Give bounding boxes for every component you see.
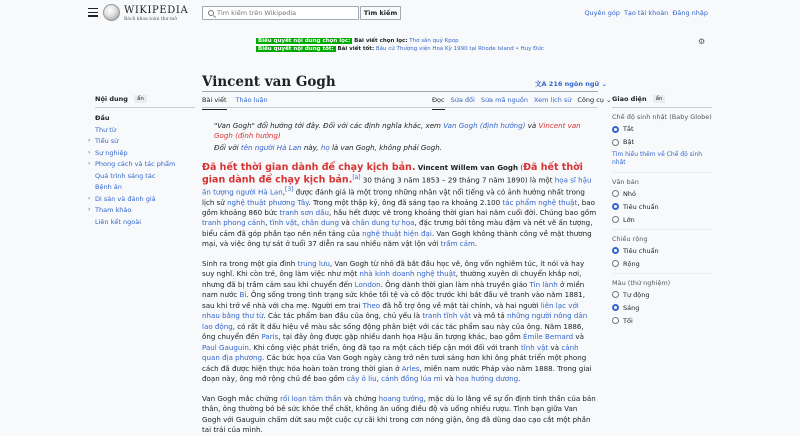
article-link[interactable]: họa sĩ hậu ấn tượng người Hà Lan <box>202 175 592 197</box>
radio-label: Tự động <box>623 290 650 299</box>
tab-edit-source[interactable]: Sửa mã nguồn <box>480 96 528 104</box>
hatnote-text: Đối với <box>214 142 239 152</box>
radio-label: Lớn <box>623 215 635 224</box>
text: . Ông dành thời gian làm nhà truyền giáo <box>380 279 528 289</box>
toc-item[interactable] <box>88 160 195 172</box>
article-link[interactable]: Paul Gauguin <box>202 342 249 352</box>
width-label: Chiều rộng <box>612 234 648 243</box>
text: . Van Gogh không thành công về mặt thương mại, và việc ông tự sát ở tuổi 37 diễn ra sau nhiều năm vật lộn với <box>202 228 592 249</box>
donate-link[interactable]: Quyên góp <box>584 9 620 17</box>
hatnote-link[interactable]: họ <box>320 142 330 152</box>
language-button[interactable] <box>535 79 607 88</box>
text: và <box>550 342 560 352</box>
title-divider <box>202 91 598 92</box>
sitenotice-featured <box>256 38 459 44</box>
notice-bold: Bài viết tốt: <box>337 46 375 52</box>
radio-label: Tiêu chuẩn <box>623 202 659 211</box>
chevron-right-icon[interactable]: › <box>88 194 91 202</box>
hatnote <box>202 121 598 141</box>
article-link[interactable]: chân dung <box>301 218 339 228</box>
hatnote-link[interactable]: Van Gogh (định hướng) <box>443 121 526 130</box>
color-label: Màu (thử nghiệm) <box>612 278 671 287</box>
width-radio[interactable] <box>612 247 712 255</box>
text: , hầu hết được vẽ trong khoảng thời gian hai năm cuối đời. Chúng bao gồm <box>328 207 597 217</box>
text-size-radio[interactable] <box>612 216 712 224</box>
article-link[interactable]: trầm cảm <box>440 239 475 249</box>
article-link[interactable]: nghệ thuật hiện đại <box>362 228 432 238</box>
main-menu-icon[interactable] <box>88 8 98 19</box>
hatnote-link[interactable]: tên người Hà Lan <box>240 142 302 152</box>
text: ở miền nam nước <box>202 279 585 300</box>
subject-name: Vincent Willem van Gogh <box>417 163 519 173</box>
login-link[interactable]: Đăng nhập <box>672 9 708 17</box>
width-options <box>612 247 712 268</box>
radio-label: Nhỏ <box>623 189 636 198</box>
article-link[interactable]: London <box>354 279 381 289</box>
footnote-ref[interactable]: [3] <box>285 186 294 193</box>
toc-list <box>88 114 195 229</box>
hatnote-text: "Van Gogh" đổi hướng tới đây. Đối với các định nghĩa khác, xem <box>214 121 441 130</box>
text: , có rất ít dấu hiệu về màu sắc sống động phân biệt với các tác phẩm sau này của ông. Năm 1886, ông chuyển đến <box>202 321 584 342</box>
divider <box>612 172 712 173</box>
article-link[interactable]: hoa hướng dương <box>455 374 519 384</box>
notice-link[interactable]: Bầu cử Thượng viện Hoa Kỳ 1990 tại Rhode Island • Huy Đức <box>375 46 544 52</box>
page-title: Vincent van Gogh <box>202 74 336 90</box>
hatnote-text: là van Gogh, không phải Gogh. <box>331 142 443 152</box>
article-link[interactable]: trung lưu <box>297 258 330 268</box>
toc-item[interactable] <box>88 137 195 149</box>
toc-item[interactable] <box>88 206 195 218</box>
radio-label: Tối <box>623 316 633 325</box>
search-button[interactable]: Tìm kiếm <box>360 6 401 20</box>
text: và <box>575 332 584 342</box>
text: , Van Gogh từ nhỏ đã bắt đầu học vẽ, ông vốn nghiêm túc, ít nói và hay suy nghĩ. Khi còn trẻ, ông làm việc như một <box>202 258 585 279</box>
footnote-ref[interactable]: [a] <box>352 174 361 181</box>
toc-item-label: Tiểu sử <box>95 137 119 145</box>
toc-item-label: Di sản và đánh giá <box>95 194 156 203</box>
hatnote <box>202 143 598 153</box>
color-mode-radio[interactable] <box>612 291 712 299</box>
notice-label: Biểu quyết nội dung chọn lọc: <box>258 38 351 44</box>
text: đã hỗ trợ ông về mặt tài chính, và hai người <box>382 300 539 310</box>
appearance-hide-button[interactable]: ẩn <box>653 95 666 103</box>
script-error: Đã hết thời gian dành để chạy kịch bản. <box>202 162 583 186</box>
sitenotice-good <box>256 46 544 52</box>
notice-bold: Bài viết chọn lọc: <box>354 38 408 44</box>
language-count: 216 ngôn ngữ <box>548 80 600 88</box>
hatnote-redlink[interactable]: Vincent van Gogh (định hướng) <box>214 121 581 140</box>
chevron-right-icon[interactable]: › <box>88 160 91 167</box>
appearance-header <box>612 95 712 108</box>
translate-icon: 文A <box>535 80 547 88</box>
radio-label: Tiêu chuẩn <box>623 246 659 255</box>
radio-button[interactable] <box>612 203 619 210</box>
text: và chứng <box>343 393 377 403</box>
text: được đánh giá là một trong những nhân vật nổi tiếng và có ảnh hưởng nhất trong lịch sử <box>202 187 585 207</box>
article-link[interactable]: những người nông dân lao động <box>202 311 588 331</box>
article-link[interactable]: cảnh quan địa phương <box>202 342 579 363</box>
radio-label: Bật <box>623 138 634 146</box>
site-header <box>0 0 800 30</box>
text: 30 tháng 3 năm 1853 – 29 tháng 7 năm 1890) là một <box>362 175 553 185</box>
birthday-mode-learn-more[interactable]: Tìm hiểu thêm về Chế độ sinh nhật <box>612 151 703 166</box>
article-link[interactable]: hoang tưởng <box>378 393 424 403</box>
chevron-right-icon[interactable]: › <box>88 206 91 213</box>
appearance-panel <box>612 95 712 330</box>
gear-icon[interactable]: ⚙ <box>698 37 706 46</box>
text-size-radio[interactable] <box>612 190 712 198</box>
text: . Các tác phẩm ban đầu của ông, chủ yếu là <box>263 311 421 321</box>
article-link[interactable]: tranh tĩnh vật <box>422 311 471 321</box>
radio-button[interactable] <box>612 291 619 298</box>
text: , tại đây ông được gặp nhiều danh họa Hậu ấn tượng khác, bao gồm <box>278 332 521 342</box>
article-link[interactable]: nhà kinh doanh nghệ thuật <box>359 269 456 279</box>
divider <box>612 229 712 230</box>
birthday-mode-radio[interactable] <box>612 125 712 133</box>
birthday-mode-options <box>612 125 712 146</box>
toc-item-label: Sự nghiệp <box>95 148 128 157</box>
chevron-down-icon: ⌄ <box>606 96 612 104</box>
text: , bao gồm khoảng 860 bức <box>202 197 595 217</box>
toc-item-label: Phong cách và tác phẩm <box>95 160 176 168</box>
color-options <box>612 291 712 325</box>
toc-item-label: Tham khảo <box>95 206 132 214</box>
article-link[interactable]: Arles <box>401 363 420 373</box>
tab-read[interactable]: Đọc <box>432 96 445 110</box>
chevron-down-icon: ⌄ <box>601 80 607 88</box>
text: , miền nam nước Pháp vào năm 1888. Trong giai đoạn này, ông mở rộng chủ đề bao gồm <box>202 363 592 384</box>
birthday-mode-radio[interactable] <box>612 138 712 146</box>
text-size-radio[interactable] <box>612 203 712 211</box>
table-of-contents <box>88 95 195 229</box>
health-paragraph <box>202 394 598 436</box>
text-size-options <box>612 190 712 224</box>
toc-item-label: Bệnh án <box>95 183 122 191</box>
life-paragraph: Sinh ra trong một gia đình trung lưu, Van Gogh từ nhỏ đã bắt đầu học vẽ, ông vốn nghiêm túc, ít nói và hay suy nghĩ. Khi còn trẻ, ông làm việc như một nhà kinh doanh nghệ thuật, thường xuyên di chuyển khắp nơi, nhưng đã bị trầm cảm sau khi chuyển đến London. Ông dành thời gian làm nhà truyền giáo Tin lành ở miền nam nước Bỉ. Ông sống trong tình trạng sức khỏe tồi tệ và cô độc trước khi bắt đầu vẽ tranh vào năm 1881, sau khi trở về nhà với cha mẹ. Người em trai Theo đã hỗ trợ ông về mặt tài chính, và hai người liên lạc với nhau bằng thư từ. Các tác phẩm ban đầu của ông, chủ yếu là tranh tĩnh vật và mô tả những người nông dân lao động, có rất ít dấu hiệu về màu sắc sống động phân biệt với các tác phẩm sau này của ông. Năm 1886, ông chuyển đến Paris, tại đây ông được gặp nhiều danh họa Hậu ấn tượng khác, bao gồm Émile Bernard và Paul Gauguin. Khi công việc phát triển, ông đã tạo ra một cách tiếp cận mới đối với tranh tĩnh vật và cảnh quan địa phương. Các bức họa của Van Gogh ngày càng trở nên tươi sáng hơn khi ông phát triển một phong cách đã được hiện thực hóa hoàn toàn trong thời gian ở Arles, miền nam nước Pháp vào năm 1888. Trong giai đoạn này, ông mở rộng chủ đề bao gồm cây ô liu, cánh đồng lúa mì và hoa hướng dương. <box>202 258 592 384</box>
article-link[interactable]: Theo <box>362 300 381 310</box>
text: , đặc trưng bởi tông màu đậm và nét vẽ ấn tượng, biểu cảm đã góp phần tạo nên nền tảng của <box>202 218 593 238</box>
article-body <box>202 112 598 436</box>
chevron-right-icon[interactable]: › <box>88 137 91 144</box>
hatnote-text: và <box>527 121 537 130</box>
article-link[interactable]: liên lạc với nhau bằng thư từ <box>202 300 579 321</box>
tabs-divider <box>202 107 598 108</box>
intro-paragraph: Đã hết thời gian dành để chạy kịch bản. Vincent Willem van Gogh (Đã hết thời gian dành để chạy kịch bản.[a] 30 tháng 3 năm 1853 – 29 tháng 7 năm 1890) là một họa sĩ hậu ấn tượng người Hà Lan,[3] được đánh giá là một trong những nhân vật nổi tiếng và có ảnh hưởng nhất trong lịch sử nghệ thuật phương Tây. Trong một thập kỷ, ông đã sáng tạo ra khoảng 2.100 tác phẩm nghệ thuật, bao gồm khoảng 860 bức tranh sơn dầu, hầu hết được vẽ trong khoảng thời gian hai năm cuối đời. Chúng bao gồm tranh phong cảnh, tĩnh vật, chân dung và chân dung tự họa, đặc trưng bởi tông màu đậm và nét vẽ ấn tượng, biểu cảm đã góp phần tạo nên nền tảng của nghệ thuật hiện đại. Van Gogh không thành công về mặt thương mại, và việc ông tự sát ở tuổi 37 diễn ra sau nhiều năm vật lộn với trầm cảm. <box>202 162 597 249</box>
birthday-mode-label: Chế độ sinh nhật (Baby Globe) <box>612 113 712 121</box>
create-account-link[interactable]: Tạo tài khoản <box>623 9 669 17</box>
text: . Khi công việc phát triển, ông đã tạo ra một cách tiếp cận mới đối với tranh <box>248 342 519 352</box>
radio-label: Rộng <box>623 259 640 268</box>
article-link[interactable]: tĩnh vật <box>520 342 549 352</box>
tab-edit[interactable]: Sửa đổi <box>450 96 475 104</box>
radio-label: Tắt <box>623 125 634 133</box>
text: , mặc dù lo lắng về sự ổn định tinh thần của bản thân, ông thường bỏ bê sức khỏe thể chất, không ăn uống điều độ và uống nhiều rượu. Tình bạn giữa Van Gogh với Gauguin chấm dứt sau một cuộc cự cãi khi trong cơn nóng giận, ông đã dùng dao cạo cắt một phần tai trái của mình. <box>202 393 596 435</box>
text: Sinh ra trong một gia đình <box>202 258 296 268</box>
radio-button[interactable] <box>612 126 619 133</box>
toc-header <box>95 95 195 108</box>
text: Van Gogh mắc chứng <box>202 393 278 403</box>
toc-item[interactable] <box>88 148 195 161</box>
text: và <box>341 218 350 228</box>
divider <box>612 273 712 274</box>
tab-history[interactable]: Xem lịch sử <box>533 96 572 104</box>
text: , thường xuyên di chuyển khắp nơi, nhưng đã bị trầm cảm sau khi chuyển đến <box>202 269 582 289</box>
tools-label: Công cụ <box>577 96 604 104</box>
article-link[interactable]: Bỉ <box>239 290 247 300</box>
tab-talk[interactable]: Thảo luận <box>235 96 268 104</box>
toc-item-label: Quá trình sáng tác <box>95 171 156 180</box>
article-link[interactable]: nghệ thuật phương Tây <box>227 197 309 207</box>
toc-item-label: Liên kết ngoài <box>95 217 142 226</box>
toc-item-label: Thư từ <box>95 125 116 134</box>
search-box <box>202 6 359 20</box>
text-size-label: Văn bản <box>612 177 639 186</box>
article-link[interactable]: tác phẩm nghệ thuật <box>502 197 578 207</box>
article-link[interactable]: tĩnh vật <box>269 218 297 228</box>
toc-hide-button[interactable]: ẩn <box>134 95 147 103</box>
radio-button[interactable] <box>612 304 619 311</box>
article-link[interactable]: rối loạn tâm thần <box>280 393 342 403</box>
toc-title: Nội dung <box>95 95 128 103</box>
search-icon <box>208 10 214 16</box>
toc-item-label: Đầu <box>95 114 110 122</box>
appearance-title: Giao diện <box>612 95 647 103</box>
text: và mô tả <box>473 311 505 321</box>
radio-button[interactable] <box>612 317 619 324</box>
article-link[interactable]: Émile Bernard <box>523 332 574 342</box>
text: . Trong một thập kỷ, ông đã sáng tạo ra khoảng 2.100 <box>308 197 501 207</box>
toc-item[interactable] <box>95 172 195 184</box>
toc-item[interactable] <box>95 183 195 195</box>
wikipedia-tagline: Bách khoa toàn thư mở <box>124 17 177 22</box>
toc-item[interactable] <box>95 218 195 230</box>
article-link[interactable]: Paris <box>261 332 279 342</box>
color-mode-radio[interactable] <box>612 304 712 312</box>
article-link[interactable]: cây ô liu <box>346 374 377 384</box>
toc-item[interactable] <box>95 126 195 138</box>
radio-button[interactable] <box>612 247 619 254</box>
toc-item[interactable] <box>95 114 195 126</box>
article-link[interactable]: chân dung tự họa <box>352 218 415 228</box>
notice-link[interactable]: Thơ sân quý Kpop <box>409 38 459 44</box>
script-error: Đã hết thời gian dành để chạy kịch bản. <box>202 162 416 174</box>
color-mode-radio[interactable] <box>612 317 712 325</box>
radio-button[interactable] <box>612 139 619 146</box>
article-link[interactable]: Tin lành <box>529 279 558 289</box>
wikipedia-globe-logo[interactable] <box>103 4 120 21</box>
search-input[interactable] <box>217 7 357 19</box>
article-link[interactable]: cánh đồng lúa mì <box>381 374 443 384</box>
article-link[interactable]: tranh phong cảnh <box>202 218 266 228</box>
toc-item[interactable] <box>88 194 195 207</box>
wikipedia-wordmark[interactable]: WIKIPEDIA <box>124 5 189 16</box>
radio-button[interactable] <box>612 216 619 223</box>
tab-article[interactable]: Bài viết <box>202 96 227 110</box>
personal-tools <box>584 9 708 17</box>
radio-button[interactable] <box>612 190 619 197</box>
width-radio[interactable] <box>612 260 712 268</box>
radio-button[interactable] <box>612 260 619 267</box>
chevron-right-icon[interactable]: › <box>88 148 91 156</box>
text: . Ông sống trong tình trạng sức khỏe tồi tệ và cô độc trước khi bắt đầu vẽ tranh vào năm 1881, sau khi trở về nhà với cha mẹ. Người em trai <box>202 290 585 310</box>
hatnote-text: này, <box>303 142 319 152</box>
text: . Các bức họa của Van Gogh ngày càng trở nên tươi sáng hơn khi ông phát triển một phong cách đã được hiện thực hóa hoàn toàn trong thời gian ở <box>202 353 587 373</box>
radio-label: Sáng <box>623 303 640 312</box>
notice-label: Biểu quyết nội dung tốt: <box>258 46 334 52</box>
text: và <box>444 374 454 384</box>
article-link[interactable]: tranh sơn dầu <box>279 207 329 217</box>
